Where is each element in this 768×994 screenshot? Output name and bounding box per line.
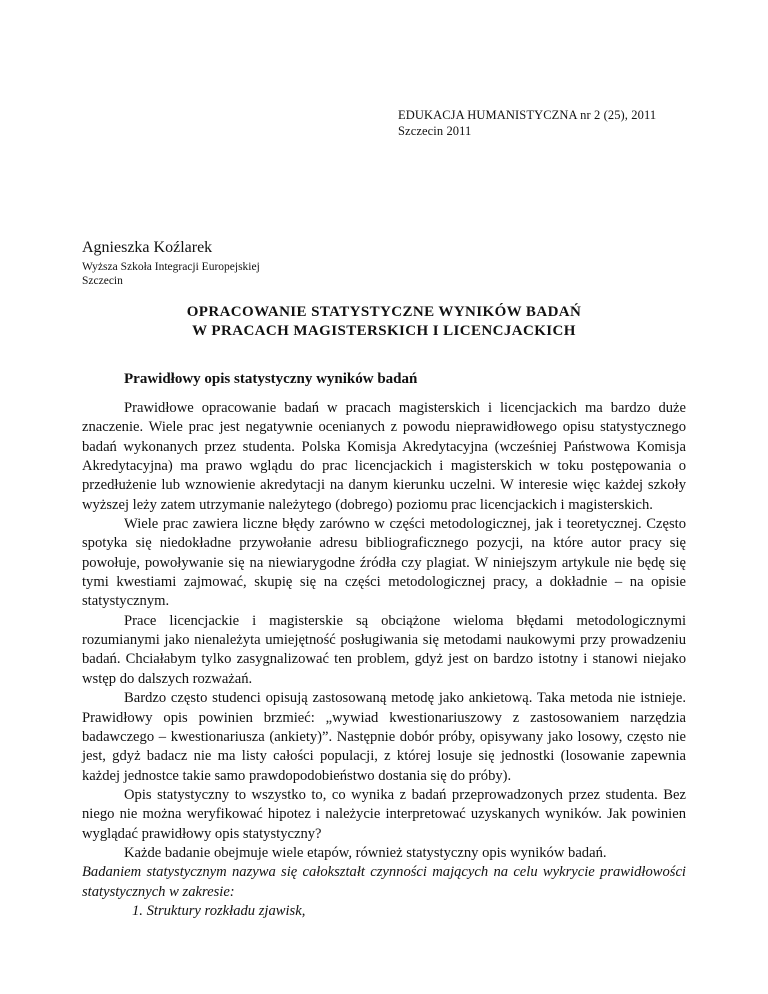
article-title-line-2: W PRACACH MAGISTERSKICH I LICENCJACKICH bbox=[192, 323, 576, 339]
section-heading: Prawidłowy opis statystyczny wyników badań bbox=[124, 371, 418, 387]
paragraph-3: Prace licencjackie i magisterskie są obciążone wieloma błędami metodologicznymi rozumianymi jako nienależyta umiejętność posługiwania się metodami naukowymi przy prowadzeniu badań. Chciałabym tylko zasygnalizować ten problem, gdyż jest on bardzo istotny i stanowi niejako wstęp do dalszych rozważań. bbox=[82, 612, 686, 687]
article-title-line-1: OPRACOWANIE STATYSTYCZNE WYNIKÓW BADAŃ bbox=[186, 304, 582, 320]
journal-place-year: Szczecin 2011 bbox=[398, 124, 472, 138]
paragraph-4: Bardzo często studenci opisują zastosowaną metodę jako ankietową. Taka metoda nie istnieje. Prawidłowy opis powinien brzmieć: „wywiad kwestionariuszowy z zastosowaniem narzędzia badawczego – kwestionariusza (ankiety)”. Następnie dobór próby, opisywany jako losowy, często nie jest, gdyż badacz nie ma listy całości populacji, z której losuje się jednostki (losowanie zapewnia każdej jednostce takie samo prawdopodobieństwo dostania się do próby). bbox=[82, 690, 686, 784]
paragraph-5: Opis statystyczny to wszystko to, co wynika z badań przeprowadzonych przez studenta. Bez niego nie można weryfikować hipotez i należycie interpretować uzyskanych wyników. Jak powinien wyglądać prawidłowy opis statystyczny? bbox=[82, 786, 686, 842]
paragraph-1: Prawidłowe opracowanie badań w pracach magisterskich i licencjackich ma bardzo duże znaczenie. Wiele prac jest negatywnie ocenianych z powodu nieprawidłowego opisu statystycznego badań wykonanych przez studenta. Polska Komisja Akredytacyjna (wcześniej Państwowa Komisja Akredytacyjna) ma prawo wglądu do prac licencjackich i magisterskich w toku postępowania o przedłużenie lub wznowienie akredytacji na danym kierunku uczelni. W interesie więc każdej szkoły wyższej leży zatem utrzymanie należytego (dobrego) poziomu prac licencjackich i magisterskich. bbox=[82, 400, 686, 513]
author-institution: Wyższa Szkoła Integracji Europejskiej bbox=[82, 261, 260, 273]
article-title bbox=[82, 303, 686, 341]
author-block bbox=[82, 238, 260, 288]
journal-header bbox=[398, 107, 656, 139]
author-name: Agnieszka Koźlarek bbox=[82, 239, 213, 256]
journal-title: EDUKACJA HUMANISTYCZNA nr 2 (25), 2011 bbox=[398, 108, 657, 122]
definition-paragraph: Badaniem statystycznym nazywa się całokształt czynności mających na celu wykrycie prawidłowości statystycznych w zakresie: bbox=[82, 864, 686, 900]
author-city: Szczecin bbox=[82, 275, 123, 287]
article-body bbox=[82, 399, 686, 921]
list-item-1: 1. Struktury rozkładu zjawisk, bbox=[132, 902, 306, 919]
paragraph-6: Każde badanie obejmuje wiele etapów, również statystyczny opis wyników badań. bbox=[124, 844, 607, 861]
paragraph-2: Wiele prac zawiera liczne błędy zarówno w części metodologicznej, jak i teoretycznej. Często spotyka się niedokładne przywołanie adresu bibliograficznego pozycji, na które autor pracy się powołuje, powoływanie się na niewiarygodne źródła czy plagiat. W niniejszym artykule nie będę się tymi kwestiami zajmować, skupię się na części metodologicznej pracy, a dokładnie – na opisie statystycznym. bbox=[82, 516, 686, 610]
